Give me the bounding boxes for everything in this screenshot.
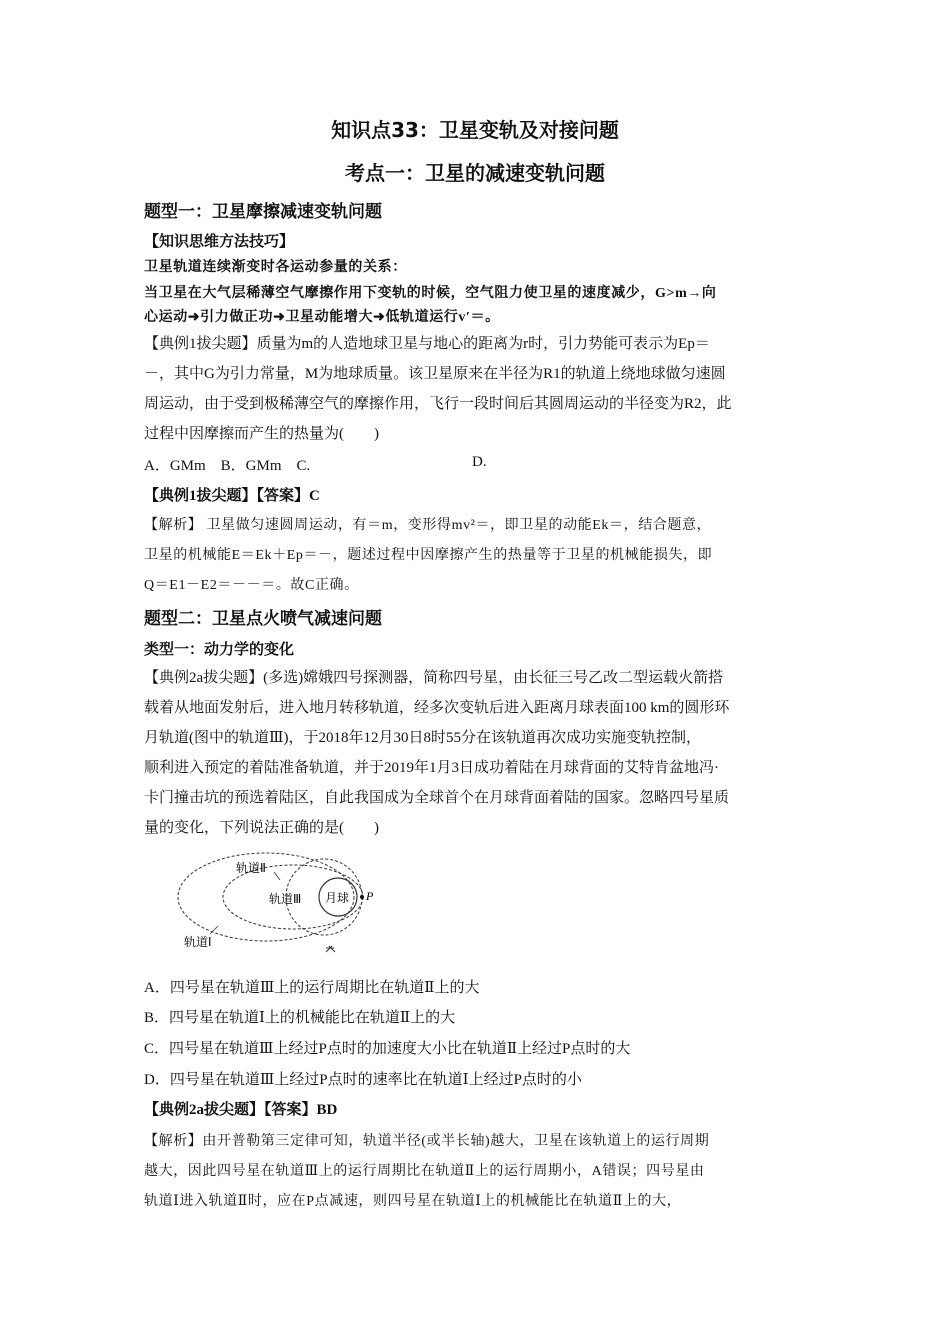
- orbit-2-pointer: [274, 872, 280, 880]
- page-title: 知识点33：卫星变轨及对接问题: [331, 118, 619, 142]
- question-2-line-5: 卡门撞击坑的预选着陆区，自此我国成为全球首个在月球背面着陆的国家。忽略四号星质: [144, 790, 730, 806]
- orbit-1-label: 轨道Ⅰ: [184, 935, 212, 949]
- question-2-answer: 【典例2a拔尖题】【答案】BD: [144, 1102, 338, 1118]
- point-p-label: P: [366, 889, 374, 903]
- option-b: B．四号星在轨道Ⅰ上的机械能比在轨道Ⅱ上的大: [144, 1010, 456, 1026]
- orbit-diagram: [176, 842, 386, 962]
- question-2-line-6: 量的变化，下列说法正确的是( ): [144, 820, 379, 836]
- question-1-answer: 【典例1拔尖题】【答案】C: [144, 488, 320, 504]
- question-2-line-1: 【典例2a拔尖题】(多选)嫦娥四号探测器，简称四号星，由长征三号乙改二型运载火箭搭: [144, 670, 724, 686]
- question-1-line-4: 过程中因摩擦而产生的热量为( ): [144, 426, 379, 442]
- question-1-line-1: 【典例1拔尖题】质量为m的人造地球卫星与地心的距离为r时，引力势能可表示为Ep＝: [144, 336, 710, 352]
- question-1-analysis-line-2: 卫星的机械能E＝Ek＋Ep＝－，题述过程中因摩擦产生的热量等于卫星的机械能损失，即: [144, 548, 713, 563]
- page-subtitle: 考点一：卫星的减速变轨问题: [345, 161, 605, 185]
- question-1-analysis-line-3: Q＝E1－E2＝－－＝。故C正确。: [144, 578, 359, 593]
- moon-label: 月球: [325, 891, 350, 905]
- question-2-line-4: 顺利进入预定的着陆准备轨道，并于2019年1月3日成功着陆在月球背面的艾特肯盆地冯·: [144, 760, 719, 776]
- method-text-line-1: 卫星轨道连续渐变时各运动参量的关系：: [144, 260, 407, 275]
- question-1-line-2: －，其中G为引力常量，M为地球质量。该卫星原来在半径为R1的轨道上绕地球做匀速圆: [144, 366, 726, 382]
- orbit-1-pointer: [210, 926, 218, 934]
- question-2-analysis-line-2: 越大，因此四号星在轨道Ⅲ上的运行周期比在轨道Ⅱ上的运行周期小，A错误；四号星由: [144, 1164, 705, 1179]
- method-label: 【知识思维方法技巧】: [144, 232, 295, 250]
- question-1-line-3: 周运动，由于受到极稀薄空气的摩擦作用，飞行一段时间后其圆周运动的半径变为R2，此: [144, 396, 732, 412]
- method-text-line-2: 当卫星在大气层稀薄空气摩擦作用下变轨的时候，空气阻力使卫星的速度减少，G>m→向: [144, 286, 717, 301]
- option-a: A．四号星在轨道Ⅲ上的运行周期比在轨道Ⅱ上的大: [144, 980, 480, 996]
- question-1-analysis-line-1: 【解析】 卫星做匀速圆周运动，有＝m，变形得mv²＝，即卫星的动能Ek＝，结合题意，: [144, 518, 712, 533]
- orbit-2-label: 轨道Ⅱ: [236, 861, 266, 875]
- section-heading-1: 题型一：卫星摩擦减速变轨问题: [144, 202, 382, 222]
- question-1-options-abc: A．GMm B．GMm C.: [144, 458, 311, 474]
- question-2-line-3: 月轨道(图中的轨道Ⅲ)，于2018年12月30日8时55分在该轨道再次成功实施变轨控制，: [144, 730, 701, 746]
- option-c: C．四号星在轨道Ⅲ上经过P点时的加速度大小比在轨道Ⅱ上经过P点时的大: [144, 1041, 631, 1057]
- section-subheading: 类型一：动力学的变化: [144, 640, 295, 658]
- question-2-line-2: 载着从地面发射后，进入地月转移轨道，经多次变轨后进入距离月球表面100 km的圆形环: [144, 700, 730, 716]
- probe-icon: [326, 946, 335, 952]
- question-2-analysis-line-1: 【解析】由开普勒第三定律可知，轨道半径(或半长轴)越大，卫星在该轨道上的运行周期: [144, 1134, 710, 1149]
- option-d: D．四号星在轨道Ⅲ上经过P点时的速率比在轨道Ⅰ上经过P点时的小: [144, 1072, 582, 1088]
- section-heading-2: 题型二：卫星点火喷气减速问题: [144, 609, 382, 629]
- orbit-3-label: 轨道Ⅲ: [269, 892, 302, 906]
- point-p-dot: [360, 895, 364, 899]
- question-1-option-d: D.: [472, 454, 487, 470]
- question-2-analysis-line-3: 轨道Ⅰ进入轨道Ⅱ时，应在P点减速，则四号星在轨道Ⅰ上的机械能比在轨道Ⅱ上的大，: [144, 1194, 682, 1209]
- method-text-line-3: 心运动➜引力做正功➜卫星动能增大➜低轨道运行v′＝。: [144, 310, 500, 325]
